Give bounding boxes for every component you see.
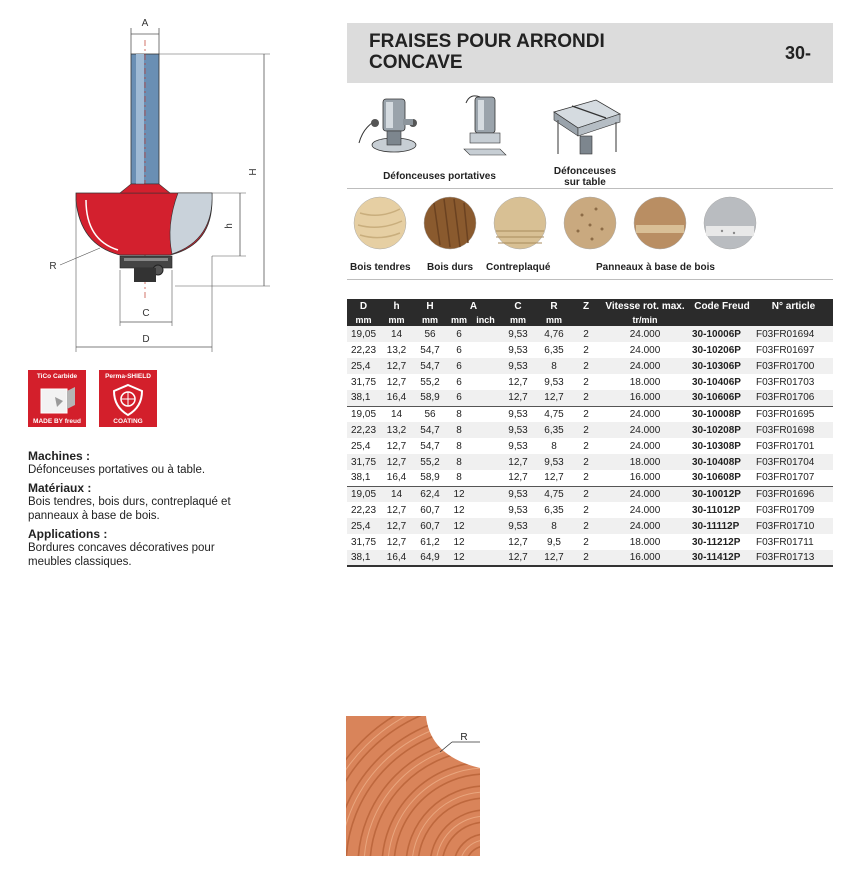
cell-article: F03FR01703 bbox=[754, 374, 833, 390]
table-row bbox=[347, 438, 833, 454]
cell-code: 30-10306P bbox=[690, 358, 754, 374]
wood-label-softwood: Bois tendres bbox=[350, 262, 411, 273]
cell-Z: 2 bbox=[572, 454, 600, 470]
cell-speed: 24.000 bbox=[600, 406, 690, 422]
cell-A-inch bbox=[471, 550, 500, 566]
softwood-swatch bbox=[352, 195, 408, 251]
cell-article: F03FR01709 bbox=[754, 502, 833, 518]
cell-speed: 24.000 bbox=[600, 358, 690, 374]
header-D: D bbox=[347, 299, 380, 313]
cell-h: 13,2 bbox=[380, 422, 413, 438]
cell-article: F03FR01706 bbox=[754, 390, 833, 406]
table-row bbox=[347, 326, 833, 342]
cell-article: F03FR01698 bbox=[754, 422, 833, 438]
table-row bbox=[347, 534, 833, 550]
cell-A-mm: 6 bbox=[447, 358, 471, 374]
cell-C: 9,53 bbox=[500, 502, 536, 518]
header-article: N° article bbox=[754, 299, 833, 313]
cell-speed: 16.000 bbox=[600, 550, 690, 566]
cell-A-mm: 8 bbox=[447, 454, 471, 470]
cell-C: 9,53 bbox=[500, 326, 536, 342]
cell-article: F03FR01704 bbox=[754, 454, 833, 470]
cell-D: 25,4 bbox=[347, 438, 380, 454]
divider bbox=[347, 279, 833, 280]
cell-R: 12,7 bbox=[536, 390, 572, 406]
cell-R: 8 bbox=[536, 358, 572, 374]
cell-h: 12,7 bbox=[380, 358, 413, 374]
cell-Z: 2 bbox=[572, 326, 600, 342]
cell-code: 30-10012P bbox=[690, 486, 754, 502]
cell-R: 6,35 bbox=[536, 342, 572, 358]
cell-speed: 16.000 bbox=[600, 470, 690, 486]
cell-Z: 2 bbox=[572, 518, 600, 534]
cell-A-inch bbox=[471, 534, 500, 550]
cell-article: F03FR01701 bbox=[754, 438, 833, 454]
cell-A-mm: 8 bbox=[447, 422, 471, 438]
cell-R: 4,75 bbox=[536, 486, 572, 502]
profile-R-label: R bbox=[460, 732, 468, 743]
machine-label-portable: Défonceuses portatives bbox=[383, 171, 496, 182]
cell-A-mm: 12 bbox=[447, 486, 471, 502]
tico-badge-top-text: TiCo Carbide bbox=[36, 373, 78, 380]
cell-D: 38,1 bbox=[347, 550, 380, 566]
header-code: Code Freud bbox=[690, 299, 754, 313]
cell-article: F03FR01711 bbox=[754, 534, 833, 550]
materials-text: Bois tendres, bois durs, contreplaqué et panneaux à base de bois. bbox=[28, 496, 231, 522]
cell-A-mm: 12 bbox=[447, 502, 471, 518]
cell-h: 16,4 bbox=[380, 550, 413, 566]
table-row bbox=[347, 422, 833, 438]
cell-H: 54,7 bbox=[413, 358, 447, 374]
materials-heading: Matériaux : bbox=[28, 481, 92, 495]
cell-article: F03FR01713 bbox=[754, 550, 833, 566]
cell-A-mm: 12 bbox=[447, 518, 471, 534]
router-table-icon bbox=[548, 96, 624, 158]
cell-H: 58,9 bbox=[413, 390, 447, 406]
cell-code: 30-11212P bbox=[690, 534, 754, 550]
cell-code: 30-10206P bbox=[690, 342, 754, 358]
table-row bbox=[347, 518, 833, 534]
table-row bbox=[347, 550, 833, 566]
cell-H: 55,2 bbox=[413, 454, 447, 470]
portable-router-icon bbox=[355, 93, 425, 161]
unit-code bbox=[690, 313, 754, 326]
unit-H: mm bbox=[413, 313, 447, 326]
cell-C: 9,53 bbox=[500, 358, 536, 374]
unit-C: mm bbox=[500, 313, 536, 326]
cell-R: 6,35 bbox=[536, 422, 572, 438]
cell-code: 30-10006P bbox=[690, 326, 754, 342]
cell-A-inch bbox=[471, 390, 500, 406]
cell-code: 30-10408P bbox=[690, 454, 754, 470]
cell-h: 12,7 bbox=[380, 502, 413, 518]
cell-speed: 24.000 bbox=[600, 342, 690, 358]
particleboard-swatch bbox=[562, 195, 618, 251]
cell-code: 30-11412P bbox=[690, 550, 754, 566]
cell-C: 12,7 bbox=[500, 550, 536, 566]
cell-article: F03FR01696 bbox=[754, 486, 833, 502]
trim-router-icon bbox=[460, 93, 510, 161]
table-row bbox=[347, 358, 833, 374]
cell-H: 60,7 bbox=[413, 502, 447, 518]
cell-D: 22,23 bbox=[347, 502, 380, 518]
cell-D: 25,4 bbox=[347, 518, 380, 534]
cell-C: 12,7 bbox=[500, 374, 536, 390]
table-row bbox=[347, 454, 833, 470]
cell-C: 9,53 bbox=[500, 486, 536, 502]
cell-Z: 2 bbox=[572, 406, 600, 422]
dim-h-label: h bbox=[224, 223, 235, 229]
cell-article: F03FR01707 bbox=[754, 470, 833, 486]
cell-A-inch bbox=[471, 518, 500, 534]
cell-C: 9,53 bbox=[500, 438, 536, 454]
cell-H: 54,7 bbox=[413, 422, 447, 438]
cell-C: 9,53 bbox=[500, 518, 536, 534]
cell-C: 12,7 bbox=[500, 470, 536, 486]
cell-article: F03FR01695 bbox=[754, 406, 833, 422]
unit-article bbox=[754, 313, 833, 326]
applications-heading: Applications : bbox=[28, 527, 108, 541]
cell-A-mm: 6 bbox=[447, 390, 471, 406]
cell-A-inch bbox=[471, 326, 500, 342]
unit-R: mm bbox=[536, 313, 572, 326]
cell-article: F03FR01700 bbox=[754, 358, 833, 374]
cell-A-mm: 6 bbox=[447, 374, 471, 390]
cell-D: 22,23 bbox=[347, 422, 380, 438]
wood-label-hardwood: Bois durs bbox=[427, 262, 474, 273]
cell-code: 30-10308P bbox=[690, 438, 754, 454]
cell-speed: 24.000 bbox=[600, 502, 690, 518]
cell-Z: 2 bbox=[572, 438, 600, 454]
plywood-swatch bbox=[492, 195, 548, 251]
machines-heading: Machines : bbox=[28, 449, 91, 463]
table-row bbox=[347, 502, 833, 518]
table-row bbox=[347, 470, 833, 486]
table-row bbox=[347, 390, 833, 406]
shield-badge-bottom-text: COATING bbox=[113, 418, 143, 425]
cell-D: 31,75 bbox=[347, 454, 380, 470]
cell-Z: 2 bbox=[572, 358, 600, 374]
cell-C: 12,7 bbox=[500, 534, 536, 550]
cell-A-inch bbox=[471, 438, 500, 454]
cell-Z: 2 bbox=[572, 342, 600, 358]
machines-text: Défonceuses portatives ou à table. bbox=[28, 464, 206, 476]
spec-table bbox=[347, 299, 833, 567]
dim-R-label: R bbox=[49, 261, 57, 272]
cell-R: 12,7 bbox=[536, 550, 572, 566]
cell-C: 12,7 bbox=[500, 390, 536, 406]
wood-label-plywood: Contreplaqué bbox=[486, 262, 551, 273]
cell-A-mm: 8 bbox=[447, 438, 471, 454]
cell-D: 19,05 bbox=[347, 326, 380, 342]
bearing-screw bbox=[134, 268, 156, 282]
cell-code: 30-11112P bbox=[690, 518, 754, 534]
cell-R: 6,35 bbox=[536, 502, 572, 518]
table-row bbox=[347, 342, 833, 358]
cell-article: F03FR01694 bbox=[754, 326, 833, 342]
cell-A-inch bbox=[471, 502, 500, 518]
bearing bbox=[120, 256, 172, 268]
shield-badge-top-text: Perma-SHIELD bbox=[105, 373, 151, 380]
cell-A-inch bbox=[471, 470, 500, 486]
cell-article: F03FR01710 bbox=[754, 518, 833, 534]
page-title: FRAISES POUR ARRONDI CONCAVE bbox=[369, 31, 605, 73]
cell-A-mm: 6 bbox=[447, 342, 471, 358]
cell-Z: 2 bbox=[572, 534, 600, 550]
cell-H: 61,2 bbox=[413, 534, 447, 550]
table-row bbox=[347, 406, 833, 422]
cell-D: 31,75 bbox=[347, 374, 380, 390]
cell-A-inch bbox=[471, 342, 500, 358]
cell-A-mm: 8 bbox=[447, 406, 471, 422]
cell-Z: 2 bbox=[572, 486, 600, 502]
cell-H: 54,7 bbox=[413, 438, 447, 454]
cell-R: 12,7 bbox=[536, 470, 572, 486]
cell-A-inch bbox=[471, 358, 500, 374]
cell-speed: 18.000 bbox=[600, 454, 690, 470]
machine-label-table: Défonceuses sur table bbox=[553, 166, 617, 188]
applications-text: Bordures concaves décoratives pour meubles classiques. bbox=[28, 542, 215, 568]
cell-h: 12,7 bbox=[380, 454, 413, 470]
cell-speed: 24.000 bbox=[600, 422, 690, 438]
cell-h: 16,4 bbox=[380, 390, 413, 406]
dim-H-label: H bbox=[248, 168, 259, 176]
melamine-swatch bbox=[702, 195, 758, 251]
hardwood-swatch bbox=[422, 195, 478, 251]
cell-h: 14 bbox=[380, 406, 413, 422]
info-block bbox=[28, 449, 243, 569]
cell-R: 4,76 bbox=[536, 326, 572, 342]
table-units-row bbox=[347, 313, 833, 326]
cell-A-mm: 12 bbox=[447, 534, 471, 550]
cell-A-inch bbox=[471, 454, 500, 470]
cell-R: 9,5 bbox=[536, 534, 572, 550]
cell-R: 4,75 bbox=[536, 406, 572, 422]
cell-code: 30-10608P bbox=[690, 470, 754, 486]
cell-speed: 18.000 bbox=[600, 374, 690, 390]
cell-Z: 2 bbox=[572, 374, 600, 390]
cell-D: 19,05 bbox=[347, 486, 380, 502]
unit-A-mm: mm bbox=[447, 313, 471, 326]
header-H: H bbox=[413, 299, 447, 313]
unit-h: mm bbox=[380, 313, 413, 326]
header-A: A bbox=[447, 299, 500, 313]
cell-A-mm: 12 bbox=[447, 550, 471, 566]
cell-speed: 24.000 bbox=[600, 518, 690, 534]
cell-D: 31,75 bbox=[347, 534, 380, 550]
cell-A-mm: 6 bbox=[447, 326, 471, 342]
cell-speed: 18.000 bbox=[600, 534, 690, 550]
cell-speed: 24.000 bbox=[600, 438, 690, 454]
cell-R: 8 bbox=[536, 518, 572, 534]
cell-Z: 2 bbox=[572, 390, 600, 406]
cell-h: 14 bbox=[380, 326, 413, 342]
cell-h: 13,2 bbox=[380, 342, 413, 358]
cell-article: F03FR01697 bbox=[754, 342, 833, 358]
cell-R: 9,53 bbox=[536, 374, 572, 390]
cell-Z: 2 bbox=[572, 502, 600, 518]
cell-A-inch bbox=[471, 406, 500, 422]
cell-h: 12,7 bbox=[380, 438, 413, 454]
spec-table-body bbox=[347, 326, 833, 566]
router-bit-diagram bbox=[0, 0, 340, 360]
divider bbox=[347, 188, 833, 189]
dim-D-label: D bbox=[142, 334, 150, 345]
cell-C: 12,7 bbox=[500, 454, 536, 470]
cell-D: 38,1 bbox=[347, 390, 380, 406]
unit-D: mm bbox=[347, 313, 380, 326]
cell-speed: 24.000 bbox=[600, 486, 690, 502]
dim-C-label: C bbox=[142, 308, 150, 319]
wood-label-panels: Panneaux à base de bois bbox=[596, 262, 715, 273]
dim-a-label: A bbox=[141, 18, 149, 29]
cell-A-inch bbox=[471, 486, 500, 502]
cell-R: 8 bbox=[536, 438, 572, 454]
header-C: C bbox=[500, 299, 536, 313]
perma-shield-badge bbox=[99, 370, 157, 427]
cell-C: 9,53 bbox=[500, 422, 536, 438]
cell-H: 62,4 bbox=[413, 486, 447, 502]
page-number: 30- bbox=[784, 43, 811, 63]
cell-h: 12,7 bbox=[380, 374, 413, 390]
cell-H: 54,7 bbox=[413, 342, 447, 358]
header-speed: Vitesse rot. max. bbox=[600, 299, 690, 313]
wood-swatches bbox=[352, 195, 832, 251]
header-Z: Z bbox=[572, 299, 600, 313]
cell-h: 12,7 bbox=[380, 534, 413, 550]
unit-Z bbox=[572, 313, 600, 326]
cell-h: 16,4 bbox=[380, 470, 413, 486]
table-row bbox=[347, 486, 833, 502]
cell-A-inch bbox=[471, 374, 500, 390]
cell-code: 30-10606P bbox=[690, 390, 754, 406]
table-header-row bbox=[347, 299, 833, 313]
cell-code: 30-11012P bbox=[690, 502, 754, 518]
unit-A-inch: inch bbox=[471, 313, 500, 326]
cell-C: 9,53 bbox=[500, 342, 536, 358]
cell-H: 56 bbox=[413, 406, 447, 422]
cell-speed: 16.000 bbox=[600, 390, 690, 406]
cell-H: 60,7 bbox=[413, 518, 447, 534]
cell-Z: 2 bbox=[572, 550, 600, 566]
cell-A-inch bbox=[471, 422, 500, 438]
header-h: h bbox=[380, 299, 413, 313]
cell-Z: 2 bbox=[572, 422, 600, 438]
carbide-tip-icon bbox=[37, 383, 77, 417]
cell-R: 9,53 bbox=[536, 454, 572, 470]
cell-h: 12,7 bbox=[380, 518, 413, 534]
title-band bbox=[347, 23, 833, 83]
header-R: R bbox=[536, 299, 572, 313]
cell-H: 55,2 bbox=[413, 374, 447, 390]
cell-D: 38,1 bbox=[347, 470, 380, 486]
cell-D: 22,23 bbox=[347, 342, 380, 358]
unit-speed: tr/min bbox=[600, 313, 690, 326]
cell-code: 30-10008P bbox=[690, 406, 754, 422]
cell-H: 64,9 bbox=[413, 550, 447, 566]
cell-code: 30-10406P bbox=[690, 374, 754, 390]
concave-profile-illustration bbox=[346, 716, 486, 856]
cell-D: 25,4 bbox=[347, 358, 380, 374]
cell-speed: 24.000 bbox=[600, 326, 690, 342]
cell-H: 58,9 bbox=[413, 470, 447, 486]
mdf-swatch bbox=[632, 195, 688, 251]
cell-code: 30-10208P bbox=[690, 422, 754, 438]
shield-icon bbox=[110, 383, 146, 417]
cell-Z: 2 bbox=[572, 470, 600, 486]
cell-D: 19,05 bbox=[347, 406, 380, 422]
tico-carbide-badge bbox=[28, 370, 86, 427]
cell-A-mm: 8 bbox=[447, 470, 471, 486]
cell-C: 9,53 bbox=[500, 406, 536, 422]
table-row bbox=[347, 374, 833, 390]
cell-h: 14 bbox=[380, 486, 413, 502]
cell-H: 56 bbox=[413, 326, 447, 342]
tico-badge-bottom-text: MADE BY freud bbox=[33, 418, 81, 425]
